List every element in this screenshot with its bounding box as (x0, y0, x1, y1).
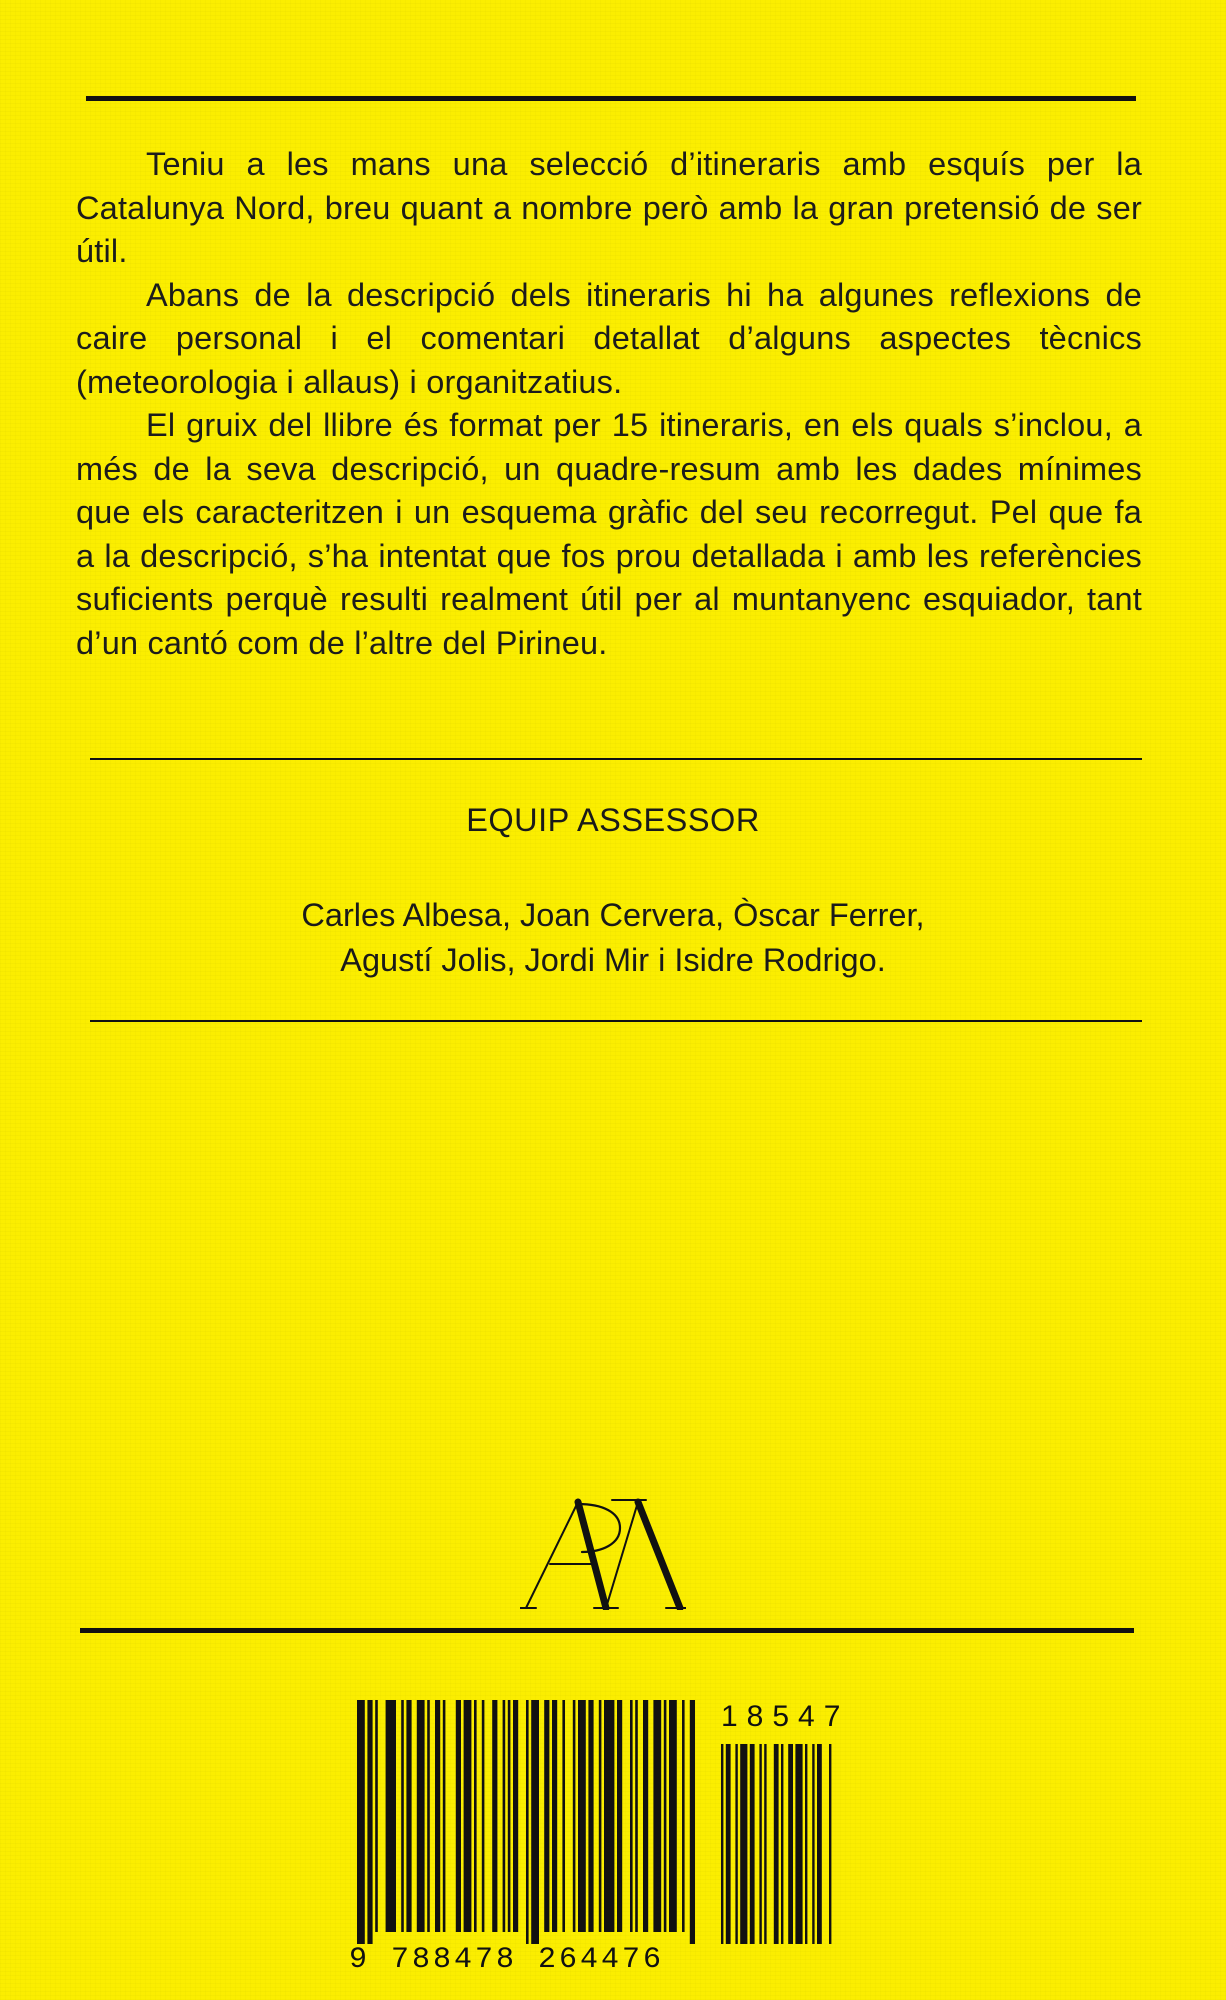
barcode-bar (635, 1700, 638, 1932)
barcode-bar (750, 1744, 755, 1944)
barcode-bar (573, 1700, 576, 1932)
middle-rule-top (90, 758, 1142, 760)
barcode-bar (406, 1700, 411, 1932)
barcode-bar (805, 1744, 807, 1944)
middle-rule-bottom (90, 1020, 1142, 1022)
barcode-bar (617, 1700, 622, 1932)
barcode-bar (367, 1700, 372, 1944)
barcode-bar (817, 1744, 822, 1944)
barcode-bar (690, 1700, 695, 1944)
barcode-bar (599, 1700, 602, 1932)
barcode-bar (664, 1700, 667, 1932)
barcode-bar (781, 1744, 783, 1944)
barcode-bar (812, 1744, 814, 1944)
barcode-bars (349, 1700, 869, 1945)
blurb-text (76, 143, 1142, 665)
barcode-bar (562, 1700, 565, 1932)
barcode-bar (464, 1700, 472, 1932)
barcode-bar (795, 1744, 802, 1944)
barcode-bar (669, 1700, 677, 1932)
barcode-bar (653, 1700, 661, 1932)
barcode-bar (357, 1700, 365, 1944)
barcode-bar (401, 1700, 404, 1932)
barcode-bar (386, 1700, 396, 1932)
barcode-bar (513, 1700, 518, 1932)
blurb-paragraph-3: El gruix del llibre és format per 15 itineraris, en els quals s’inclou, a més de la seva descripció, un quadre-resum amb les dades mínimes que els caracteritzen i un esquema gràfic del seu recorregut. Pel que fa a la descripció, s’ha intentat que fos prou detallada i amb les referències suficients perquè resulti realment útil per al muntanyenc esquiador, tant d’un cantó com de l’altre del Pirineu. (76, 407, 1142, 661)
barcode-bar (588, 1700, 593, 1932)
addon-digits: 18547 (721, 1700, 850, 1733)
barcode-bar (531, 1700, 539, 1944)
barcode-bar (492, 1700, 497, 1932)
barcode-bar (682, 1700, 685, 1932)
barcode-bar (427, 1700, 430, 1932)
advisory-names-line-1: Carles Albesa, Joan Cervera, Òscar Ferrer, (301, 897, 925, 933)
barcode-bar (721, 1744, 723, 1944)
blurb-paragraph-2: Abans de la descripció dels itineraris hi ha algunes reflexions de caire personal i el comentari detallat d’alguns aspectes tècnics (meteorologia i allaus) i organitzatius. (76, 276, 1142, 400)
barcode-bar (774, 1744, 779, 1944)
barcode-bar (508, 1700, 511, 1932)
publisher-monogram-icon (520, 1498, 686, 1610)
barcode-bar (482, 1700, 485, 1932)
advisory-title: EQUIP ASSESSOR (466, 802, 760, 838)
barcode-bar (474, 1700, 477, 1932)
barcode-bar (759, 1744, 761, 1944)
barcode-bar (726, 1744, 731, 1944)
barcode-bar (526, 1700, 529, 1944)
barcode-bar (764, 1744, 766, 1944)
barcode-bar (375, 1700, 378, 1932)
advisory-names-line-2: Agustí Jolis, Jordi Mir i Isidre Rodrigo. (340, 942, 886, 978)
bottom-rule (80, 1628, 1134, 1633)
advisory-names (0, 893, 1226, 983)
barcode-bar (435, 1700, 440, 1932)
barcode-bar (829, 1744, 831, 1944)
barcode-bar (456, 1700, 461, 1932)
barcode-bar (552, 1700, 557, 1932)
barcode-bar (544, 1700, 549, 1932)
barcode-bar (604, 1700, 614, 1932)
isbn-barcode (349, 1700, 869, 2000)
isbn-digits: 9 788478 264476 (349, 1943, 665, 1977)
barcode-bar (788, 1744, 793, 1944)
barcode-bar (503, 1700, 506, 1932)
blurb-paragraph-1: Teniu a les mans una selecció d’itineraris amb esquís per la Catalunya Nord, breu quant a nombre però amb la gran pretensió de ser útil. (76, 146, 1142, 269)
top-rule (86, 96, 1136, 101)
barcode-bar (630, 1700, 633, 1932)
barcode-bar (417, 1700, 425, 1932)
barcode-bar (735, 1744, 737, 1944)
barcode-bar (443, 1700, 446, 1932)
barcode-bar (643, 1700, 648, 1932)
barcode-bar (578, 1700, 586, 1932)
barcode-bar (740, 1744, 747, 1944)
